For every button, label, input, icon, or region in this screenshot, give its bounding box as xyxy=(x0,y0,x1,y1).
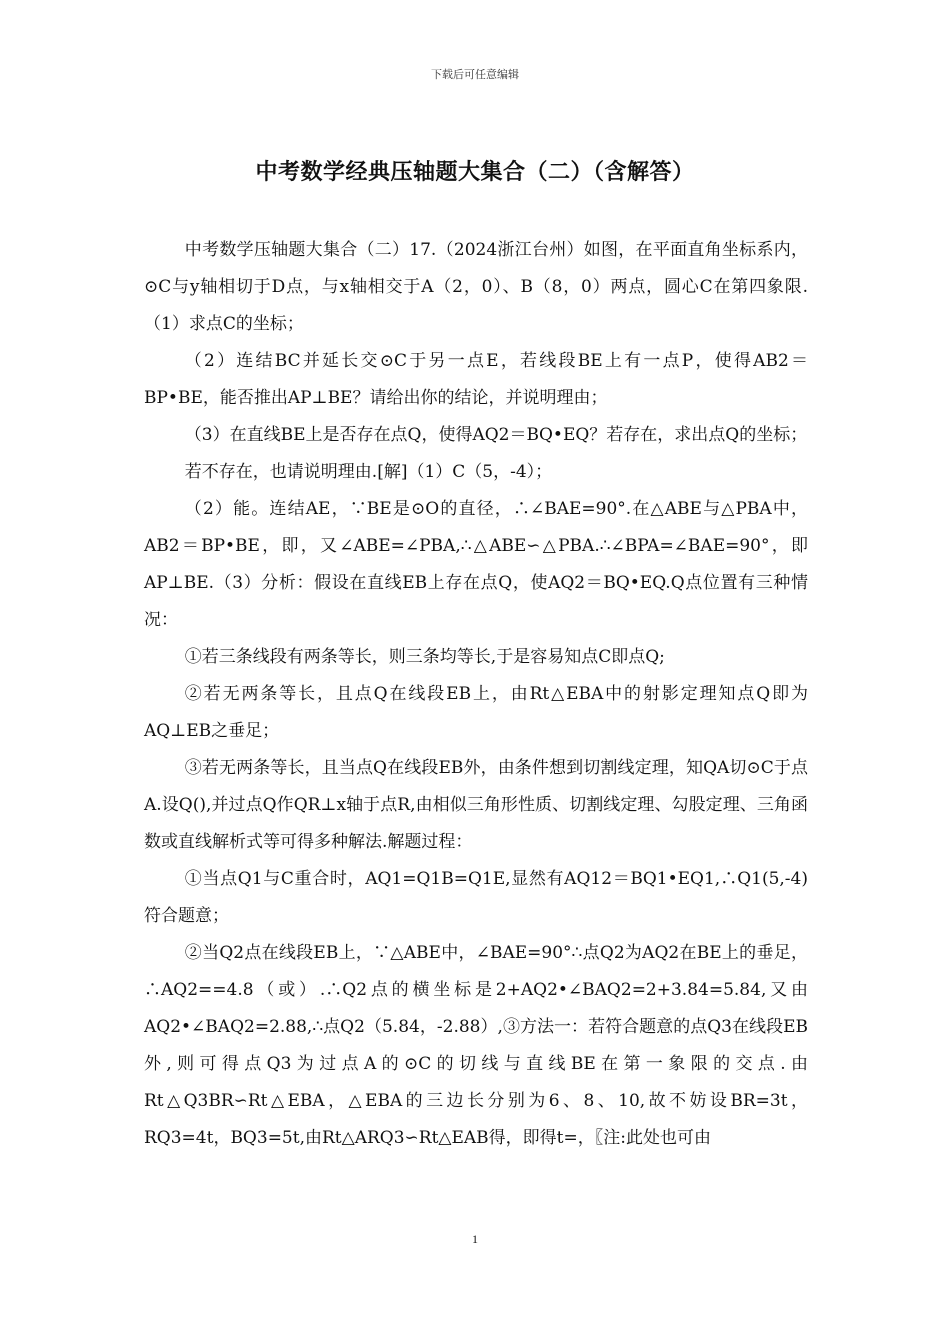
paragraph-case-2: ②若无两条等长，且点Q在线段EB上，由Rt△EBA中的射影定理知点Q即为AQ⊥EB之垂足； xyxy=(144,684,808,741)
document-title: 中考数学经典压轴题大集合（二）（含解答） xyxy=(255,160,695,185)
paragraph-solution-2: ②当Q2点在线段EB上，∵△ABE中，∠BAE=90°∴点Q2为AQ2在BE上的垂足，∴AQ2==4.8（或）.∴Q2点的横坐标是2+AQ2•∠BAQ2=2+3.84=5.84,又由AQ2•∠BAQ2=2.88,∴点Q2（5.84，-2.88）,③方法一：若符合题意的点Q3在线段EB外,则可得点Q3为过点A的⊙C的切线与直线BE在第一象限的交点.由Rt△Q3BR∽Rt△EBA，△EBA的三边长分别为6、8、10,故不妨设BR=3t，RQ3=4t，BQ3=5t,由Rt△ARQ3∽Rt△EAB得，即得t=，〖注:此处也可由 xyxy=(144,943,808,1148)
header-note: 下载后可任意编辑 xyxy=(431,68,519,81)
paragraph-question-3: （3）在直线BE上是否存在点Q，使得AQ2＝BQ•EQ？若存在，求出点Q的坐标； xyxy=(184,425,808,445)
document-body xyxy=(144,232,808,1157)
paragraph-answer-1: 若不存在，也请说明理由.[解]（1）C（5，-4）； xyxy=(184,462,553,482)
paragraph-case-1: ①若三条线段有两条等长，则三条均等长,于是容易知点C即点Q; xyxy=(184,647,665,667)
paragraph-question-2: （2）连结BC并延长交⊙C于另一点E，若线段BE上有一点P，使得AB2＝BP•BE，能否推出AP⊥BE？请给出你的结论，并说明理由； xyxy=(144,351,808,408)
page-number: 1 xyxy=(472,1232,478,1246)
paragraph-answer-2: （2）能。连结AE，∵BE是⊙O的直径，∴∠BAE=90°.在△ABE与△PBA中，AB2＝BP•BE，即，又∠ABE=∠PBA,∴△ABE∽△PBA.∴∠BPA=∠BAE=90°，即AP⊥BE.（3）分析：假设在直线EB上存在点Q，使AQ2＝BQ•EQ.Q点位置有三种情况： xyxy=(144,499,808,630)
paragraph-problem-intro: 中考数学压轴题大集合（二）17.（2024浙江台州）如图，在平面直角坐标系内，⊙C与y轴相切于D点，与x轴相交于A（2，0）、B（8，0）两点，圆心C在第四象限.（1）求点C的坐标； xyxy=(144,240,808,334)
paragraph-solution-1: ①当点Q1与C重合时，AQ1=Q1B=Q1E,显然有AQ12＝BQ1•EQ1,∴Q1(5,-4)符合题意； xyxy=(144,869,808,926)
paragraph-case-3: ③若无两条等长，且当点Q在线段EB外，由条件想到切割线定理，知QA切⊙C于点A.设Q(),并过点Q作QR⊥x轴于点R,由相似三角形性质、切割线定理、勾股定理、三角函数或直线解析式等可得多种解法.解题过程： xyxy=(144,758,808,852)
